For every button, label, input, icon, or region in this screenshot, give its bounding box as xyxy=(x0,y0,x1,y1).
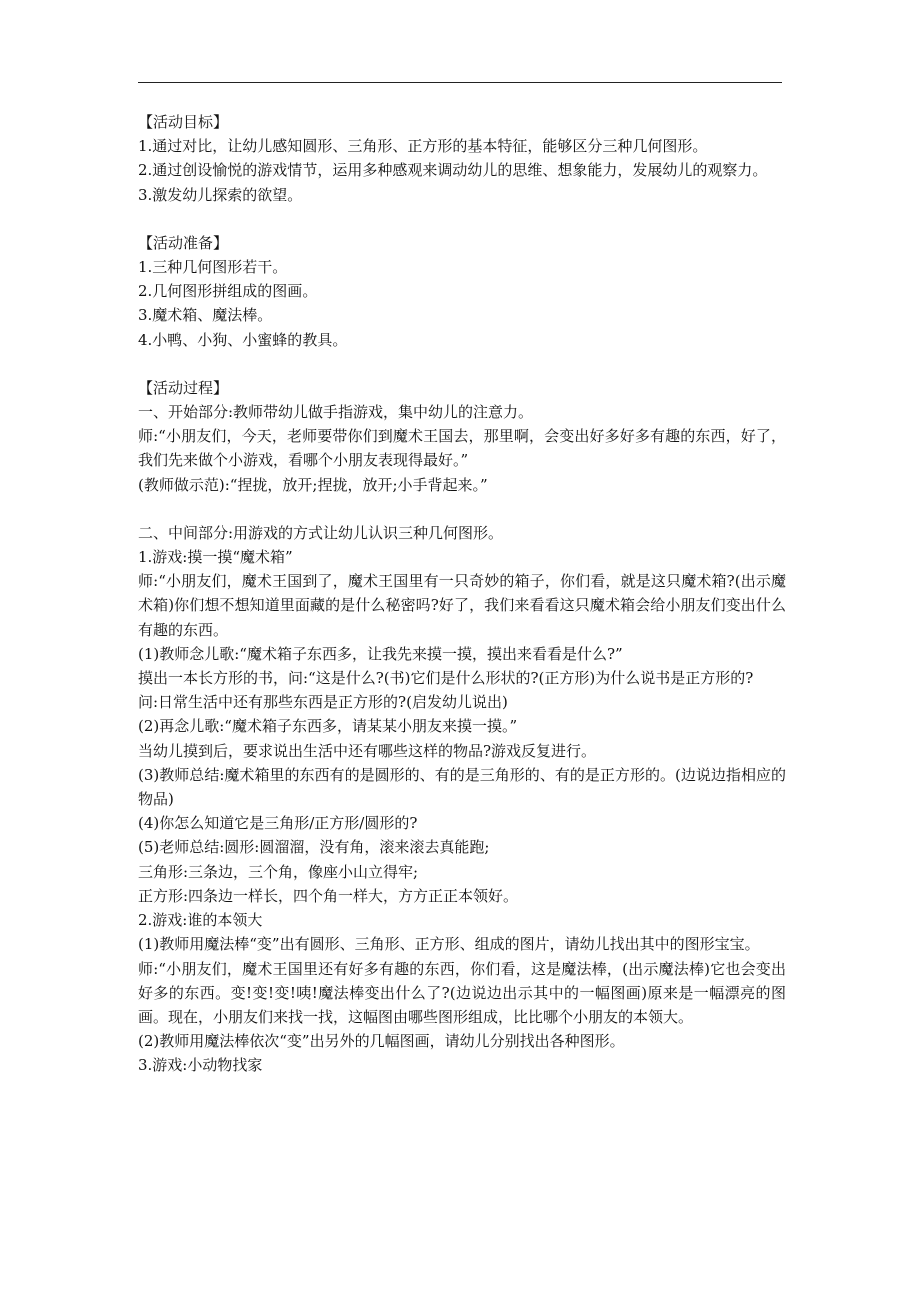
step-paragraph: 当幼儿摸到后，要求说出生活中还有哪些这样的物品?游戏反复进行。 xyxy=(138,741,597,760)
step-paragraph: (4)你怎么知道它是三角形/正方形/圆形的? xyxy=(138,814,418,833)
step-paragraph: 摸出一本长方形的书，问:“这是什么?(书)它们是什么形状的?(正方形)为什么说书是正方形的? xyxy=(138,669,754,688)
paragraph-gap xyxy=(138,497,786,521)
preparation-item: 4.小鸭、小狗、小蜜蜂的教具。 xyxy=(138,330,348,349)
paragraph-gap xyxy=(138,352,786,376)
teacher-speech: 师:“小朋友们，魔术王国到了，魔术王国里有一只奇妙的箱子，你们看，就是这只魔术箱?(出示魔术箱)你们想不想知道里面藏的是什么秘密吗?好了，我们来看看这只魔术箱会给小朋友们变出什么有趣的东西。 xyxy=(138,572,786,639)
goal-item: 2.通过创设愉悦的游戏情节，运用多种感观来调动幼儿的思维、想象能力，发展幼儿的观察力。 xyxy=(138,161,768,180)
step-paragraph: (5)老师总结:圆形:圆溜溜，没有角，滚来滚去真能跑; xyxy=(138,838,490,857)
rhyme-line: 正方形:四条边一样长，四个角一样大，方方正正本领好。 xyxy=(138,886,519,905)
step-paragraph: 问:日常生活中还有那些东西是正方形的?(启发幼儿说出) xyxy=(138,693,508,712)
preparation-item: 3.魔术箱、魔法棒。 xyxy=(138,306,273,325)
header-rule xyxy=(138,82,782,83)
rhyme-line: 三角形:三条边，三个角，像座小山立得牢; xyxy=(138,862,419,881)
step-paragraph: (2)教师用魔法棒依次“变”出另外的几幅图画，请幼儿分别找出各种图形。 xyxy=(138,1032,625,1051)
step-paragraph: (1)教师念儿歌:“魔术箱子东西多，让我先来摸一摸，摸出来看看是什么?” xyxy=(138,644,623,663)
preparation-item: 1.三种几何图形若干。 xyxy=(138,258,288,277)
process-paragraph: (教师做示范):“捏拢，放开;捏拢，放开;小手背起来。” xyxy=(138,475,488,494)
step-paragraph: (3)教师总结:魔术箱里的东西有的是圆形的、有的是三角形的、有的是正方形的。(边说边指相应的物品) xyxy=(138,765,786,809)
step-paragraph: (2)再念儿歌:“魔术箱子东西多，请某某小朋友来摸一摸。” xyxy=(138,717,518,736)
document-body xyxy=(138,110,786,1078)
section-heading-middle-part: 二、中间部分:用游戏的方式让幼儿认识三种几何图形。 xyxy=(138,523,504,542)
preparation-item: 2.几何图形拼组成的图画。 xyxy=(138,282,318,301)
goal-item: 1.通过对比，让幼儿感知圆形、三角形、正方形的基本特征，能够区分三种几何图形。 xyxy=(138,137,708,156)
process-paragraph: 师:“小朋友们，今天，老师要带你们到魔术王国去，那里啊，会变出好多好多有趣的东西，好了，我们先来做个小游戏，看哪个小朋友表现得最好。” xyxy=(138,427,786,470)
process-paragraph: 一、开始部分:教师带幼儿做手指游戏，集中幼儿的注意力。 xyxy=(138,403,534,422)
teacher-speech: 师:“小朋友们，魔术王国里还有好多有趣的东西，你们看，这是魔法棒，(出示魔法棒)它也会变出好多的东西。变!变!变!咦!魔法棒变出什么了?(边说边出示其中的一幅图画)原来是一幅漂亮的图画。现在，小朋友们来找一找，这幅图由哪些图形组成，比比哪个小朋友的本领大。 xyxy=(138,959,786,1026)
section-heading-preparation: 【活动准备】 xyxy=(138,233,229,252)
game-title: 2.游戏:谁的本领大 xyxy=(138,911,263,930)
goal-item: 3.激发幼儿探索的欲望。 xyxy=(138,185,303,204)
game-title: 1.游戏:摸一摸“魔术箱” xyxy=(138,548,293,567)
paragraph-gap xyxy=(138,207,786,231)
step-paragraph: (1)教师用魔法棒“变”出有圆形、三角形、正方形、组成的图片，请幼儿找出其中的图形宝宝。 xyxy=(138,935,760,954)
game-title: 3.游戏:小动物找家 xyxy=(138,1056,263,1075)
section-heading-goals: 【活动目标】 xyxy=(138,113,229,131)
section-heading-process: 【活动过程】 xyxy=(138,378,229,397)
